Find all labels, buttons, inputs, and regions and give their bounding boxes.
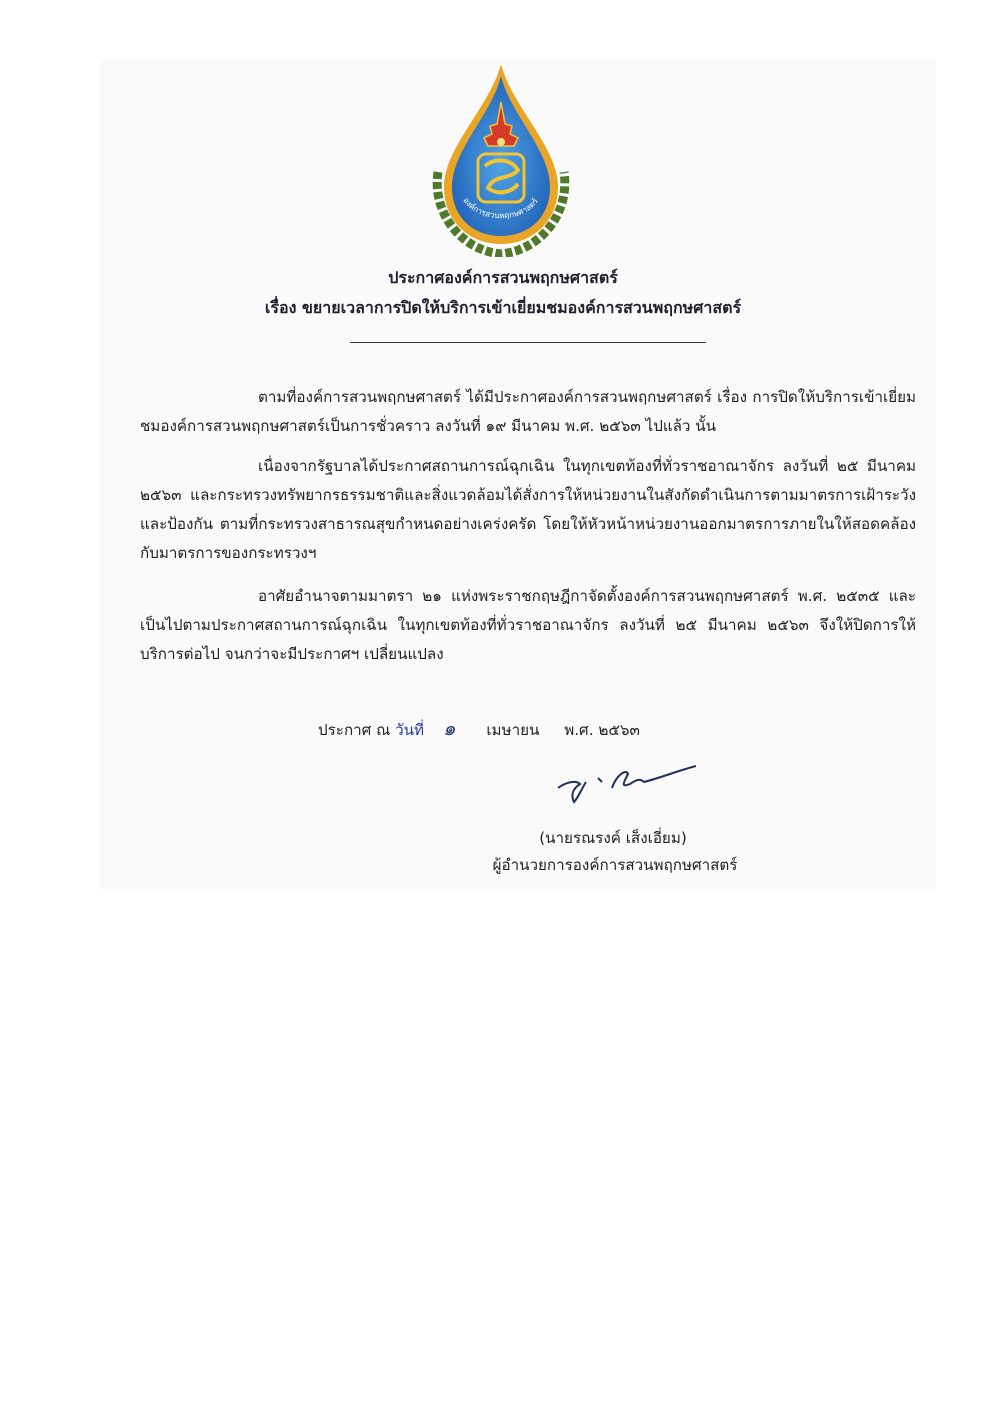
handwritten-signature-icon — [540, 758, 700, 806]
dateline-day-handwritten: ๑ — [442, 716, 456, 740]
dateline-prefix: ประกาศ ณ — [318, 721, 391, 739]
signatory-position: ผู้อำนวยการองค์การสวนพฤกษศาสตร์ — [492, 856, 738, 874]
announcement-dateline — [318, 712, 640, 744]
body-paragraph-1: ตามที่องค์การสวนพฤกษศาสตร์ ได้มีประกาศองค์การสวนพฤกษศาสตร์ เรื่อง การปิดให้บริการเข้าเยี่ยมชมองค์การสวนพฤกษศาสตร์เป็นการชั่วคราว ลงวันที่ ๑๙ มีนาคม พ.ศ. ๒๕๖๓ ไปแล้ว นั้น — [140, 388, 916, 435]
logo-ring-text: องค์การสวนพฤกษศาสตร์ — [461, 195, 540, 221]
rbg-emblem-icon — [430, 62, 572, 257]
signatory-name: (นายรณรงค์ เส็งเอี่ยม) — [539, 829, 687, 847]
dateline-year: พ.ศ. ๒๕๖๓ — [564, 721, 640, 739]
body-paragraph-3: อาศัยอำนาจตามมาตรา ๒๑ แห่งพระราชกฤษฎีกาจัดตั้งองค์การสวนพฤกษศาสตร์ พ.ศ. ๒๕๓๕ และเป็นไปตามประกาศสถานการณ์ฉุกเฉิน ในทุกเขตท้องที่ทั่วราชอาณาจักร ลงวันที่ ๒๕ มีนาคม ๒๕๖๓ จึงให้ปิดการให้บริการต่อไป จนกว่าจะมีประกาศฯ เปลี่ยนแปลง — [140, 587, 916, 663]
title-divider — [350, 342, 706, 343]
body-paragraph-2: เนื่องจากรัฐบาลได้ประกาศสถานการณ์ฉุกเฉิน ในทุกเขตท้องที่ทั่วราชอาณาจักร ลงวันที่ ๒๕ มีนาคม ๒๕๖๓ และกระทรวงทรัพยากรธรรมชาติและสิ่งแวดล้อมได้สั่งการให้หน่วยงานในสังกัดดำเนินการตามมาตรการเฝ้าระวังและป้องกัน ตามที่กระทรวงสาธารณสุขกำหนดอย่างเคร่งครัด โดยให้หัวหน้าหน่วยงานออกมาตรการภายในให้สอดคล้องกับมาตรการของกระทรวงฯ — [140, 457, 916, 562]
dateline-month: เมษายน — [486, 721, 540, 739]
announcement-subject: เรื่อง ขยายเวลาการปิดให้บริการเข้าเยี่ยมชมองค์การสวนพฤกษศาสตร์ — [264, 298, 742, 317]
dateline-day-label: วันที่ — [395, 721, 424, 739]
announcement-title: ประกาศองค์การสวนพฤกษศาสตร์ — [388, 268, 618, 287]
